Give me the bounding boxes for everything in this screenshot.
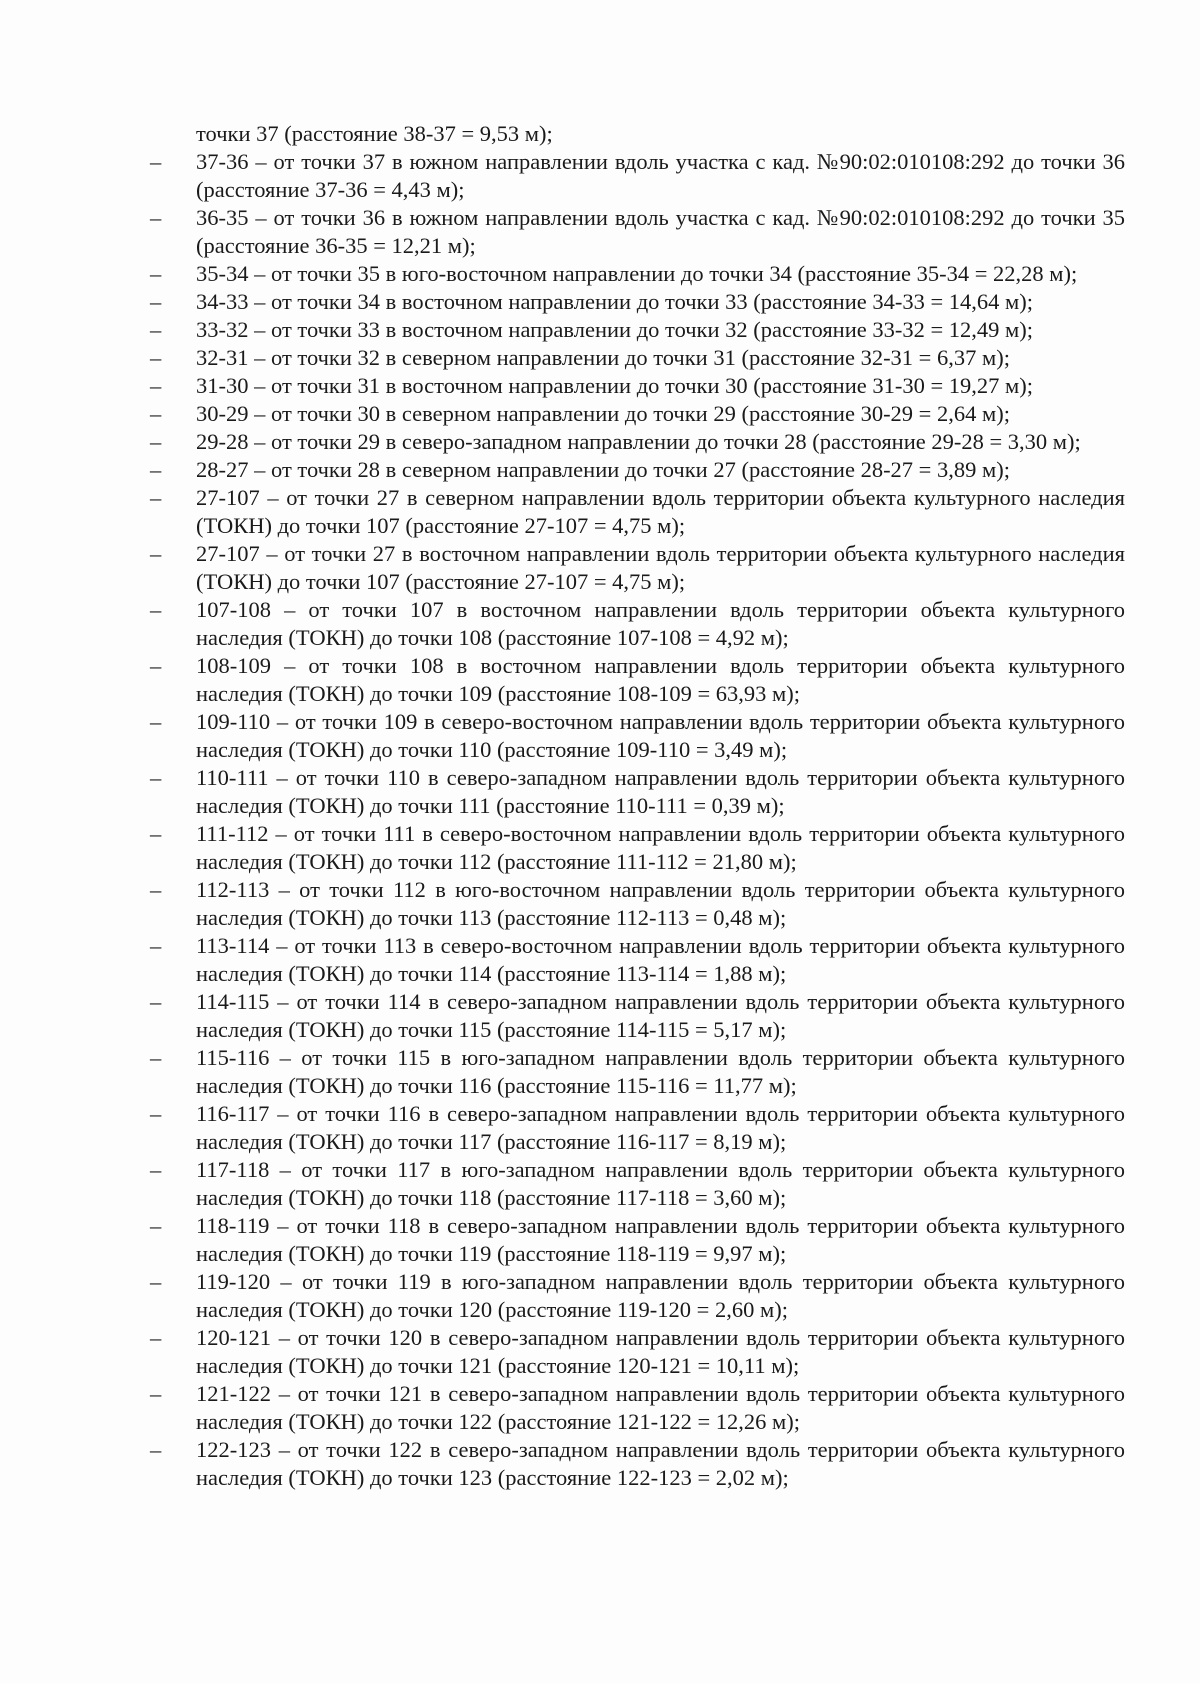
list-item bbox=[150, 456, 1125, 484]
bullet-dash: – bbox=[150, 1437, 162, 1462]
list-item bbox=[150, 1324, 1125, 1380]
bullet-dash: – bbox=[150, 485, 162, 510]
list-item bbox=[150, 344, 1125, 372]
list-item bbox=[150, 316, 1125, 344]
list-item bbox=[150, 400, 1125, 428]
list-item-text: 107-108 – от точки 107 в восточном направлении вдоль территории объекта культурного наследия (ТОКН) до точки 108 (расстояние 107-108 = 4,92 м); bbox=[196, 597, 1125, 650]
bullet-dash: – bbox=[150, 1157, 162, 1182]
list-item-text: 37-36 – от точки 37 в южном направлении вдоль участка с кад. №90:02:010108:292 до точки 36 (расстояние 37-36 = 4,43 м); bbox=[196, 149, 1125, 202]
bullet-dash: – bbox=[150, 933, 162, 958]
bullet-dash: – bbox=[150, 1045, 162, 1070]
list-item bbox=[150, 1044, 1125, 1100]
list-item-text: 109-110 – от точки 109 в северо-восточном направлении вдоль территории объекта культурного наследия (ТОКН) до точки 110 (расстояние 109-110 = 3,49 м); bbox=[196, 709, 1125, 762]
bullet-dash: – bbox=[150, 205, 162, 230]
bullet-dash: – bbox=[150, 1101, 162, 1126]
list-item-text: 35-34 – от точки 35 в юго-восточном направлении до точки 34 (расстояние 35-34 = 22,28 м); bbox=[196, 261, 1078, 286]
bullet-dash: – bbox=[150, 345, 162, 370]
list-item-text: 112-113 – от точки 112 в юго-восточном направлении вдоль территории объекта культурного наследия (ТОКН) до точки 113 (расстояние 112-113 = 0,48 м); bbox=[196, 877, 1125, 930]
list-item bbox=[150, 988, 1125, 1044]
bullet-dash: – bbox=[150, 765, 162, 790]
list-item-text: 114-115 – от точки 114 в северо-западном направлении вдоль территории объекта культурного наследия (ТОКН) до точки 115 (расстояние 114-115 = 5,17 м); bbox=[196, 989, 1125, 1042]
list-item-text: 27-107 – от точки 27 в восточном направлении вдоль территории объекта культурного наследия (ТОКН) до точки 107 (расстояние 27-107 = 4,75 м); bbox=[196, 541, 1125, 594]
list-item bbox=[150, 820, 1125, 876]
list-item bbox=[150, 1436, 1125, 1492]
list-item bbox=[150, 372, 1125, 400]
list-item-text: 29-28 – от точки 29 в северо-западном направлении до точки 28 (расстояние 29-28 = 3,30 м); bbox=[196, 429, 1081, 454]
continuation-line: точки 37 (расстояние 38-37 = 9,53 м); bbox=[196, 121, 553, 146]
bullet-dash: – bbox=[150, 401, 162, 426]
list-item bbox=[150, 876, 1125, 932]
bullet-dash: – bbox=[150, 373, 162, 398]
list-item-text: 30-29 – от точки 30 в северном направлении до точки 29 (расстояние 30-29 = 2,64 м); bbox=[196, 401, 1010, 426]
list-item-text: 34-33 – от точки 34 в восточном направлении до точки 33 (расстояние 34-33 = 14,64 м); bbox=[196, 289, 1034, 314]
list-item bbox=[150, 1380, 1125, 1436]
list-item bbox=[150, 1268, 1125, 1324]
document-body bbox=[150, 120, 1125, 1492]
list-item-text: 120-121 – от точки 120 в северо-западном направлении вдоль территории объекта культурного наследия (ТОКН) до точки 121 (расстояние 120-121 = 10,11 м); bbox=[196, 1325, 1125, 1378]
bullet-dash: – bbox=[150, 541, 162, 566]
list-item-text: 108-109 – от точки 108 в восточном направлении вдоль территории объекта культурного наследия (ТОКН) до точки 109 (расстояние 108-109 = 63,93 м); bbox=[196, 653, 1125, 706]
list-item bbox=[150, 764, 1125, 820]
list-item-text: 117-118 – от точки 117 в юго-западном направлении вдоль территории объекта культурного наследия (ТОКН) до точки 118 (расстояние 117-118 = 3,60 м); bbox=[196, 1157, 1125, 1210]
bullet-dash: – bbox=[150, 317, 162, 342]
list-item bbox=[150, 1212, 1125, 1268]
list-item bbox=[150, 932, 1125, 988]
bullet-dash: – bbox=[150, 261, 162, 286]
list-item bbox=[150, 484, 1125, 540]
list-item-text: 33-32 – от точки 33 в восточном направлении до точки 32 (расстояние 33-32 = 12,49 м); bbox=[196, 317, 1034, 342]
boundary-list bbox=[150, 148, 1125, 1492]
list-item-text: 121-122 – от точки 121 в северо-западном направлении вдоль территории объекта культурного наследия (ТОКН) до точки 122 (расстояние 121-122 = 12,26 м); bbox=[196, 1381, 1125, 1434]
list-item bbox=[150, 260, 1125, 288]
list-item-text: 115-116 – от точки 115 в юго-западном направлении вдоль территории объекта культурного наследия (ТОКН) до точки 116 (расстояние 115-116 = 11,77 м); bbox=[196, 1045, 1125, 1098]
list-item-text: 110-111 – от точки 110 в северо-западном направлении вдоль территории объекта культурного наследия (ТОКН) до точки 111 (расстояние 110-111 = 0,39 м); bbox=[196, 765, 1125, 818]
list-item bbox=[150, 288, 1125, 316]
bullet-dash: – bbox=[150, 877, 162, 902]
list-item bbox=[150, 148, 1125, 204]
list-item bbox=[150, 428, 1125, 456]
bullet-dash: – bbox=[150, 1269, 162, 1294]
bullet-dash: – bbox=[150, 653, 162, 678]
bullet-dash: – bbox=[150, 821, 162, 846]
list-item-text: 111-112 – от точки 111 в северо-восточном направлении вдоль территории объекта культурного наследия (ТОКН) до точки 112 (расстояние 111-112 = 21,80 м); bbox=[196, 821, 1125, 874]
list-item bbox=[150, 540, 1125, 596]
list-item bbox=[150, 652, 1125, 708]
list-item-text: 36-35 – от точки 36 в южном направлении вдоль участка с кад. №90:02:010108:292 до точки 35 (расстояние 36-35 = 12,21 м); bbox=[196, 205, 1125, 258]
list-item-text: 31-30 – от точки 31 в восточном направлении до точки 30 (расстояние 31-30 = 19,27 м); bbox=[196, 373, 1034, 398]
bullet-dash: – bbox=[150, 429, 162, 454]
list-item bbox=[150, 204, 1125, 260]
list-item bbox=[150, 596, 1125, 652]
list-item-text: 118-119 – от точки 118 в северо-западном направлении вдоль территории объекта культурного наследия (ТОКН) до точки 119 (расстояние 118-119 = 9,97 м); bbox=[196, 1213, 1125, 1266]
bullet-dash: – bbox=[150, 709, 162, 734]
bullet-dash: – bbox=[150, 597, 162, 622]
list-item-text: 28-27 – от точки 28 в северном направлении до точки 27 (расстояние 28-27 = 3,89 м); bbox=[196, 457, 1010, 482]
bullet-dash: – bbox=[150, 289, 162, 314]
list-item bbox=[150, 1156, 1125, 1212]
bullet-dash: – bbox=[150, 1381, 162, 1406]
bullet-dash: – bbox=[150, 149, 162, 174]
bullet-dash: – bbox=[150, 1213, 162, 1238]
list-item-text: 119-120 – от точки 119 в юго-западном направлении вдоль территории объекта культурного наследия (ТОКН) до точки 120 (расстояние 119-120 = 2,60 м); bbox=[196, 1269, 1125, 1322]
list-item-text: 122-123 – от точки 122 в северо-западном направлении вдоль территории объекта культурного наследия (ТОКН) до точки 123 (расстояние 122-123 = 2,02 м); bbox=[196, 1437, 1125, 1490]
list-item bbox=[150, 708, 1125, 764]
bullet-dash: – bbox=[150, 989, 162, 1014]
bullet-dash: – bbox=[150, 457, 162, 482]
list-item-text: 116-117 – от точки 116 в северо-западном направлении вдоль территории объекта культурного наследия (ТОКН) до точки 117 (расстояние 116-117 = 8,19 м); bbox=[196, 1101, 1125, 1154]
list-item-text: 32-31 – от точки 32 в северном направлении до точки 31 (расстояние 32-31 = 6,37 м); bbox=[196, 345, 1010, 370]
bullet-dash: – bbox=[150, 1325, 162, 1350]
list-item-text: 113-114 – от точки 113 в северо-восточном направлении вдоль территории объекта культурного наследия (ТОКН) до точки 114 (расстояние 113-114 = 1,88 м); bbox=[196, 933, 1125, 986]
list-item-text: 27-107 – от точки 27 в северном направлении вдоль территории объекта культурного наследия (ТОКН) до точки 107 (расстояние 27-107 = 4,75 м); bbox=[196, 485, 1125, 538]
list-item bbox=[150, 1100, 1125, 1156]
